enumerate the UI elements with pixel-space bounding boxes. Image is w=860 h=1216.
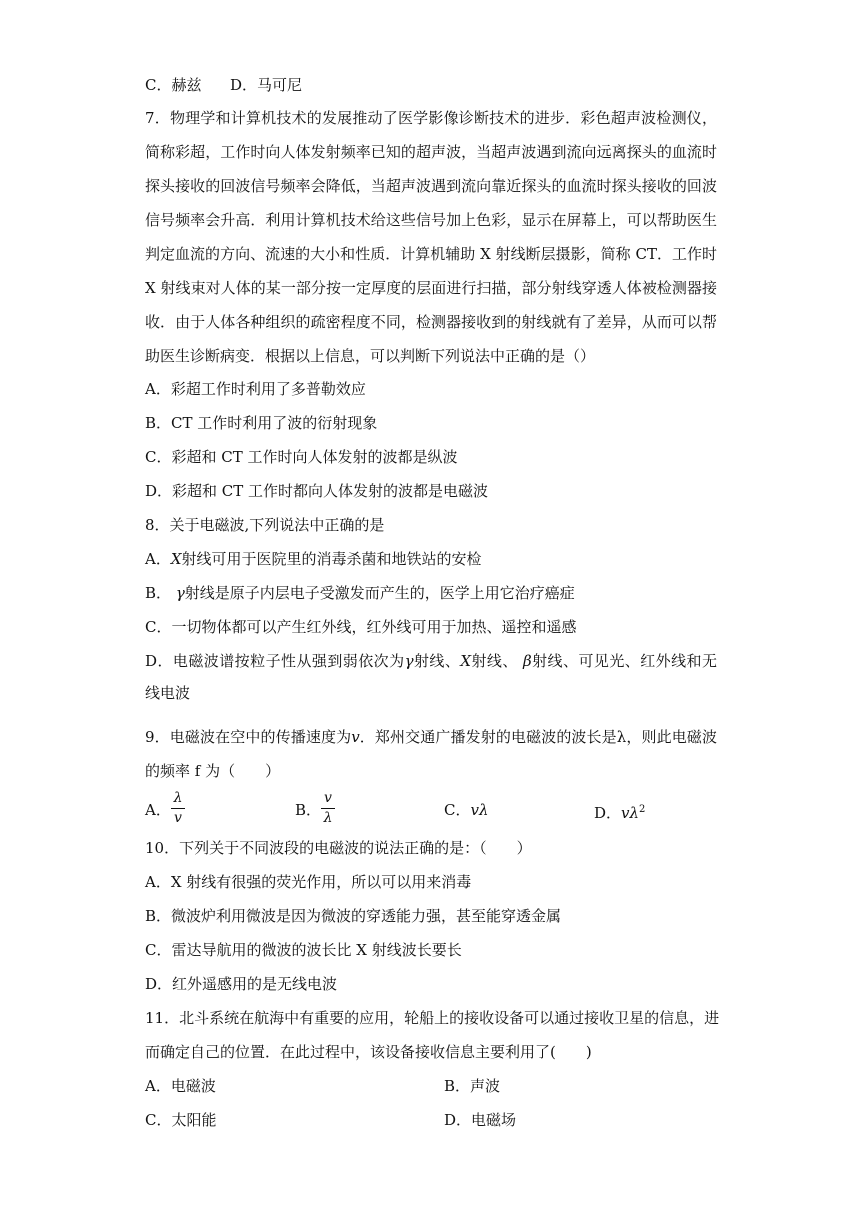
q9-option-d: D．$v\lambda^2$	[594, 804, 646, 822]
q7-stem-line-2: 简称彩超，工作时向人体发射频率已知的超声波，当超声波遇到流向远离探头的血流时	[145, 143, 717, 161]
q7-stem-line-8: 助医生诊断病变．根据以上信息，可以判断下列说法中正确的是（）	[145, 347, 596, 365]
q7-stem-line-1: 7．物理学和计算机技术的发展推动了医学影像诊断技术的进步．彩色超声波检测仪，	[145, 109, 717, 127]
q7-stem-line-5: 判定血流的方向、流速的大小和性质．计算机辅助 X 射线断层摄影，简称 CT．工作时	[145, 245, 717, 263]
q10-option-c: C．雷达导航用的微波的波长比 X 射线波长要长	[145, 941, 462, 959]
q7-option-a: A．彩超工作时利用了多普勒效应	[145, 380, 366, 398]
q10-option-a: A．X 射线有很强的荧光作用，所以可以用来消毒	[145, 873, 472, 891]
q9-stem-line-1: 9．电磁波在空中的传播速度为v．郑州交通广播发射的电磁波的波长是λ，则此电磁波	[145, 728, 717, 746]
q11-option-b: B．声波	[444, 1077, 501, 1095]
q8-stem: 8．关于电磁波,下列说法中正确的是	[145, 516, 385, 534]
q9-option-b-fraction: v λ	[321, 790, 335, 826]
q7-option-c: C．彩超和 CT 工作时向人体发射的波都是纵波	[145, 448, 458, 466]
q9-stem-line-2: 的频率 f 为（ ）	[145, 762, 281, 780]
q7-stem-line-3: 探头接收的回波信号频率会降低，当超声波遇到流向靠近探头的血流时探头接收的回波	[145, 177, 717, 195]
q8-option-b: B． γ射线是原子内层电子受激发而产生的，医学上用它治疗癌症	[145, 584, 575, 602]
q8-symbol-gamma: γ	[175, 584, 185, 602]
q7-stem-line-6: X 射线束对人体的某一部分按一定厚度的层面进行扫描，部分射线穿透人体被检测器接	[145, 279, 717, 297]
q8-option-d-line-2: 线电波	[145, 684, 191, 702]
q11-option-a: A．电磁波	[145, 1077, 216, 1095]
q8-option-a: A．X射线可用于医院里的消毒杀菌和地铁站的安检	[145, 550, 482, 568]
q9-option-a-label: A．	[145, 801, 171, 819]
q7-stem-line-4: 信号频率会升高．利用计算机技术给这些信号加上色彩，显示在屏幕上，可以帮助医生	[145, 211, 717, 229]
q11-option-d: D．电磁场	[444, 1111, 517, 1129]
q11-option-c: C．太阳能	[145, 1111, 217, 1129]
q9-option-c: C．vλ	[444, 801, 489, 819]
q6-option-d: D．马可尼	[230, 76, 303, 94]
q10-option-d: D．红外遥感用的是无线电波	[145, 975, 338, 993]
q9-option-b-label: B．	[295, 801, 322, 819]
q8-symbol-x: X	[170, 550, 182, 568]
q10-option-b: B．微波炉利用微波是因为微波的穿透能力强，甚至能穿透金属	[145, 907, 562, 925]
q11-stem-line-2: 而确定自己的位置．在此过程中，该设备接收信息主要利用了( )	[145, 1043, 592, 1061]
q9-option-a-fraction: λ v	[171, 790, 185, 826]
q10-stem: 10．下列关于不同波段的电磁波的说法正确的是：（ ）	[145, 839, 532, 857]
q7-option-b: B．CT 工作时利用了波的衍射现象	[145, 414, 378, 432]
q7-stem-line-7: 收．由于人体各种组织的疏密程度不同，检测器接收到的射线就有了差异，从而可以帮	[145, 313, 717, 331]
q11-stem-line-1: 11．北斗系统在航海中有重要的应用，轮船上的接收设备可以通过接收卫星的信息，进	[145, 1009, 720, 1027]
q7-option-d: D．彩超和 CT 工作时都向人体发射的波都是电磁波	[145, 482, 489, 500]
q8-option-c: C．一切物体都可以产生红外线，红外线可用于加热、遥控和遥感	[145, 618, 577, 636]
q8-option-d-line-1: D．电磁波谱按粒子性从强到弱依次为γ射线、X射线、 β射线、可见光、红外线和无	[145, 652, 717, 670]
q6-option-c: C．赫兹	[145, 76, 202, 94]
